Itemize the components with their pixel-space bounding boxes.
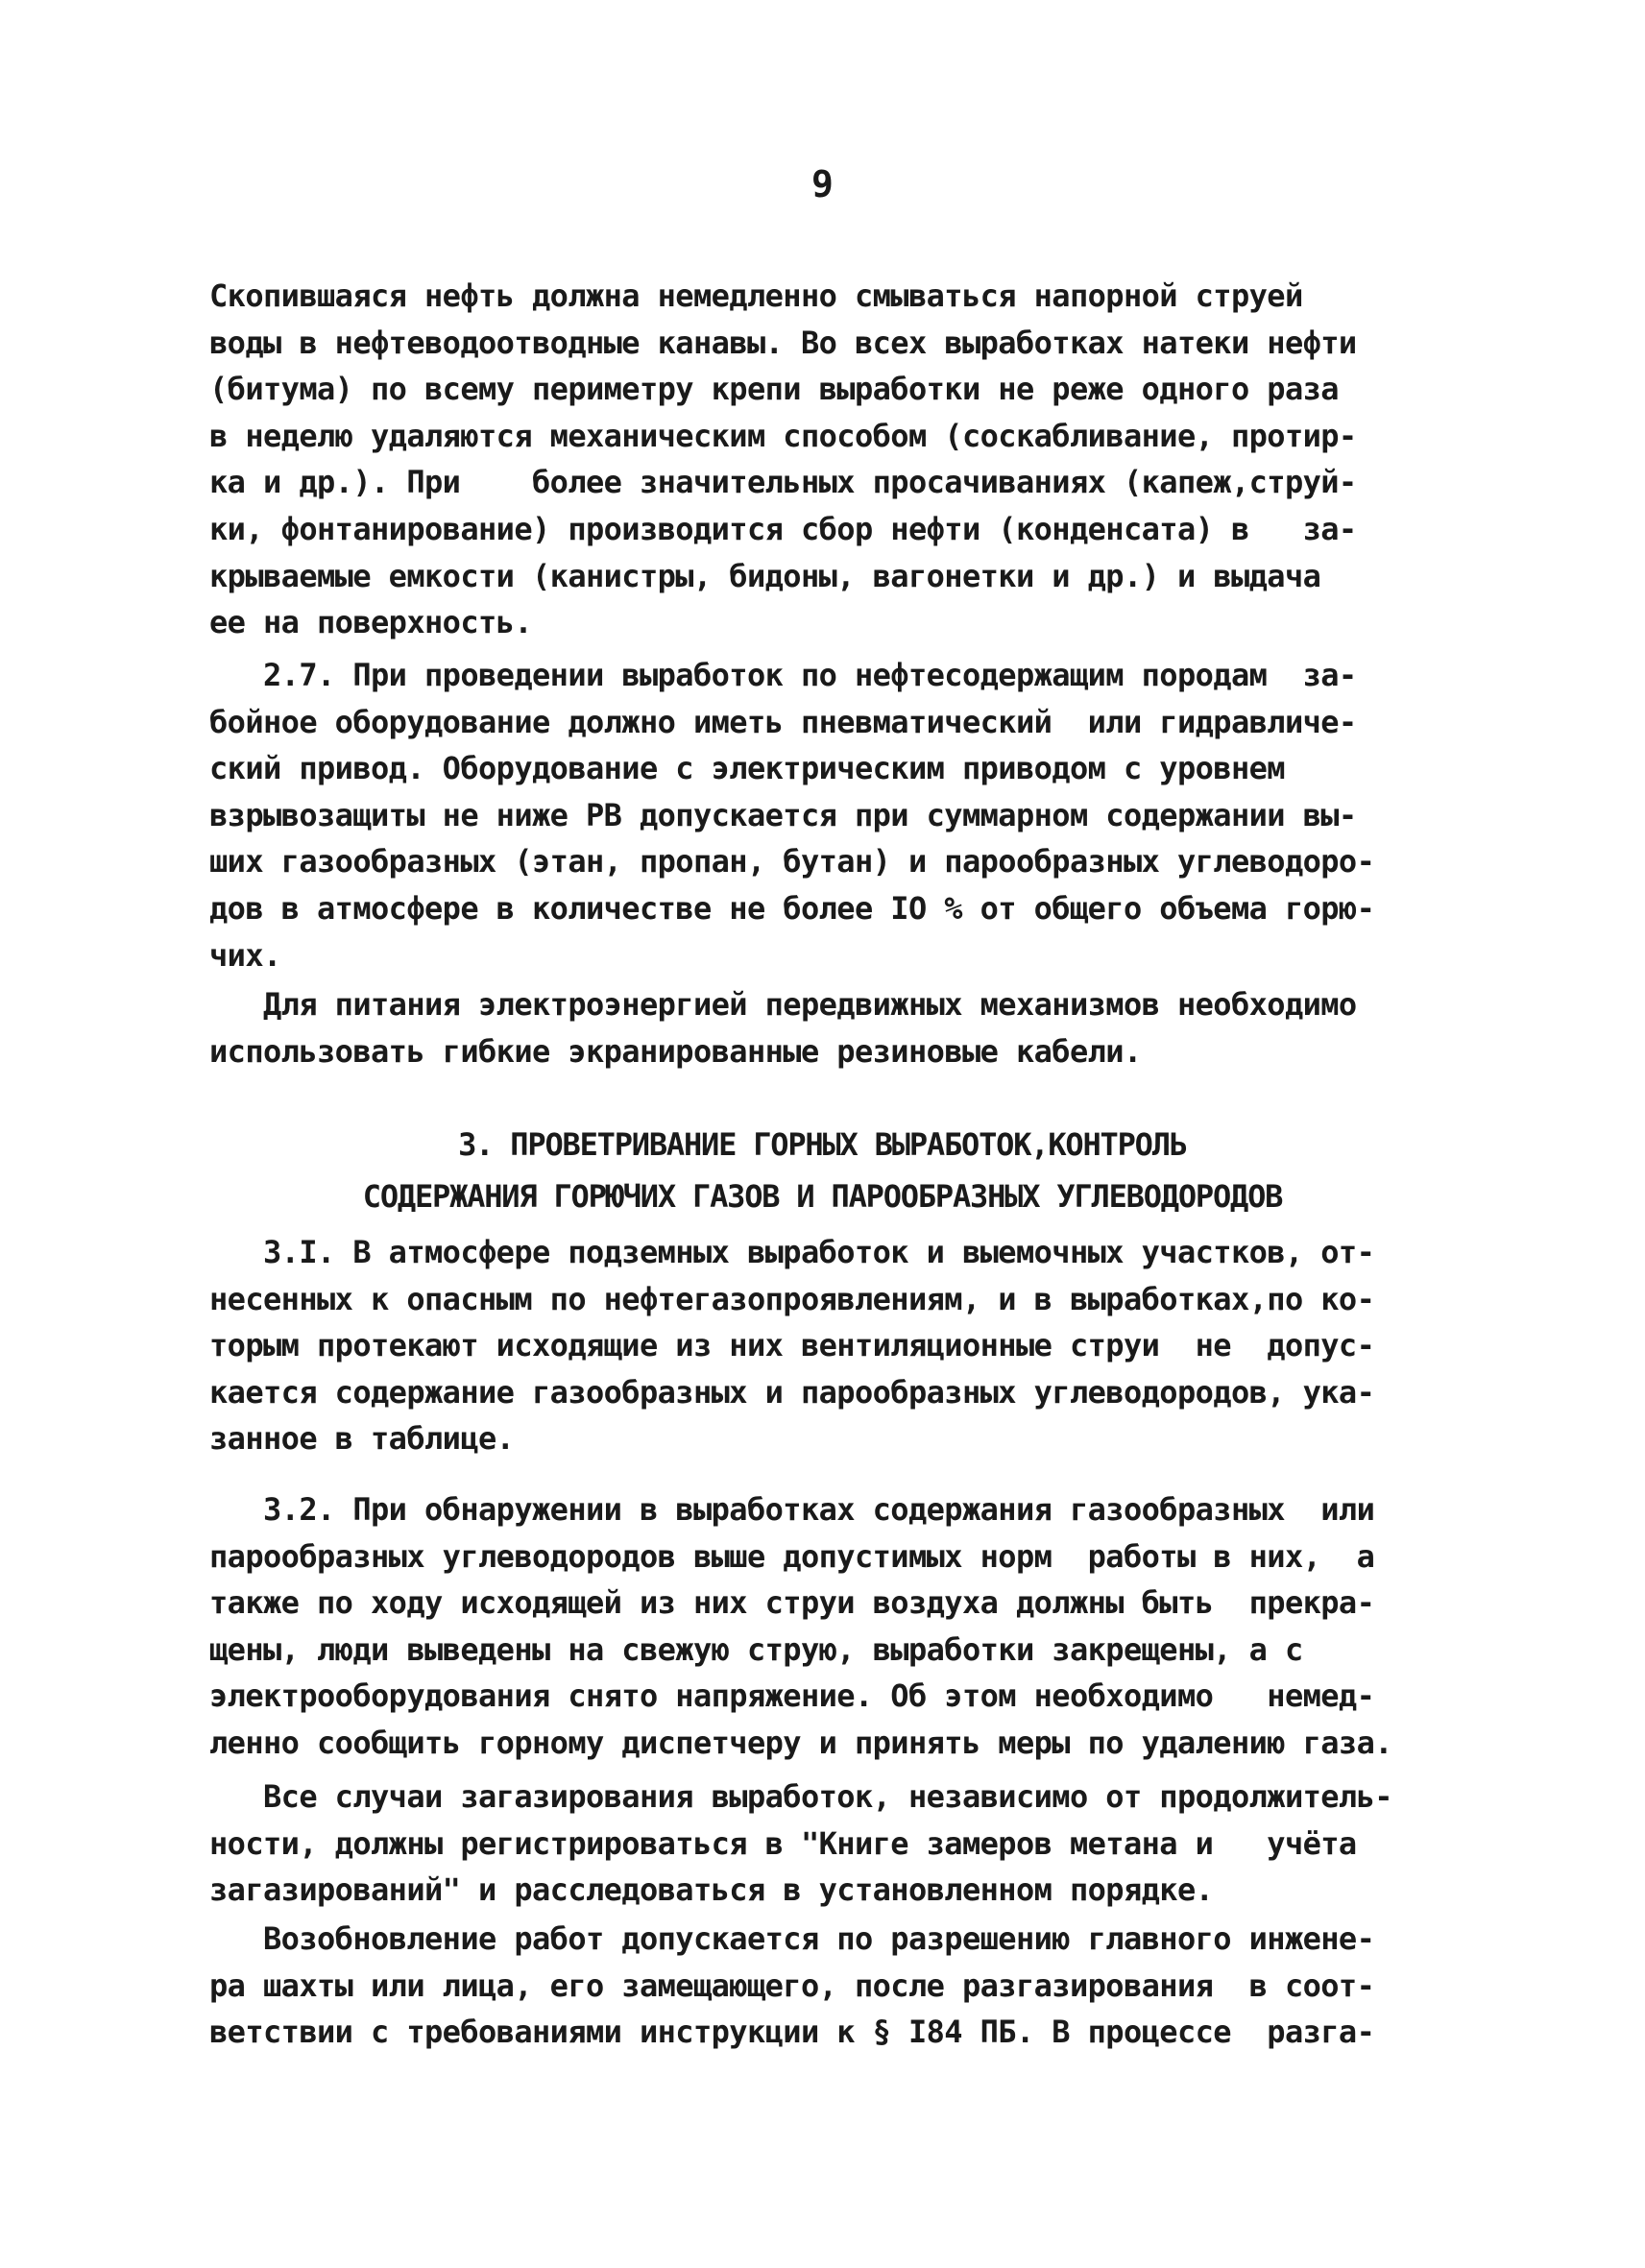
text-line: крываемые емкости (канистры, бидоны, вагонетки и др.) и выдача <box>209 557 1321 594</box>
text-line: 3.I. В атмосфере подземных выработок и выемочных участков, от- <box>209 1234 1375 1270</box>
paragraph-gas-registration <box>209 1773 1458 1914</box>
text-line: воды в нефтеводоотводные канавы. Во всех выработках натеки нефти <box>209 324 1357 361</box>
paragraph-2-7 <box>209 652 1458 978</box>
paragraph-3-2 <box>209 1486 1458 1767</box>
text-line: бойное оборудование должно иметь пневматический или гидравличе- <box>209 703 1357 740</box>
text-line: 3.2. При обнаружении в выработках содержания газообразных или <box>209 1491 1375 1528</box>
paragraph-power-cables <box>209 981 1458 1074</box>
text-line: кается содержание газообразных и парообразных углеводородов, ука- <box>209 1373 1375 1411</box>
text-line: загазирований" и расследоваться в установленном порядке. <box>209 1871 1214 1909</box>
text-line: использовать гибкие экранированные резиновые кабели. <box>209 1032 1142 1070</box>
text-line: электрооборудования снято напряжение. Об этом необходимо немед- <box>209 1677 1375 1715</box>
text-line: Все случаи загазирования выработок, независимо от продолжитель- <box>209 1778 1392 1815</box>
heading-line: СОДЕРЖАНИЯ ГОРЮЧИХ ГАЗОВ И ПАРООБРАЗНЫХ УГЛЕВОДОРОДОВ <box>362 1178 1283 1215</box>
text-line: торым протекают исходящие из них вентиляционные струи не допус- <box>209 1327 1375 1364</box>
text-line: (битума) по всему периметру крепи выработки не реже одного раза <box>209 371 1339 408</box>
text-line: ее на поверхность. <box>209 604 532 641</box>
text-line: дов в атмосфере в количестве не более IO % от общего объема горю- <box>209 889 1375 927</box>
text-line: также по ходу исходящей из них струи воздуха должны быть прекра- <box>209 1584 1375 1622</box>
text-line: парообразных углеводородов выше допустимых норм работы в них, а <box>209 1537 1375 1575</box>
text-line: ра шахты или лица, его замещающего, после разгазирования в соот- <box>209 1966 1375 2004</box>
text-line: несенных к опасным по нефтегазопроявлениям, и в выработках,по ко- <box>209 1280 1375 1317</box>
paragraph-oil-removal <box>209 273 1458 646</box>
text-line: Для питания электроэнергией передвижных механизмов необходимо <box>209 986 1357 1023</box>
text-line: Возобновление работ допускается по разрешению главного инжене- <box>209 1920 1375 1957</box>
text-line: взрывозащиты не ниже РВ допускается при суммарном содержании вы- <box>209 796 1357 833</box>
page-number: 9 <box>811 163 834 205</box>
text-line: ленно сообщить горному диспетчеру и принять меры по удалению газа. <box>209 1724 1392 1761</box>
text-line: ка и др.). При более значительных просачиваниях (капеж,струй- <box>209 464 1357 501</box>
text-line: чих. <box>209 936 281 974</box>
text-line: 2.7. При проведении выработок по нефтесодержащим породам за- <box>209 657 1357 693</box>
paragraph-3-1 <box>209 1229 1458 1462</box>
text-line: ших газообразных (этан, пропан, бутан) и парообразных углеводоро- <box>209 843 1375 881</box>
text-line: занное в таблице. <box>209 1420 515 1458</box>
text-line: ский привод. Оборудование с электрическим приводом с уровнем <box>209 750 1285 787</box>
heading-line: 3. ПРОВЕТРИВАНИЕ ГОРНЫХ ВЫРАБОТОК,КОНТРОЛЬ <box>458 1126 1187 1163</box>
section-3-heading <box>0 1119 1645 1222</box>
text-line: ветствии с требованиями инструкции к § I84 ПБ. В процессе разга- <box>209 2014 1375 2051</box>
text-line: щены, люди выведены на свежую струю, выработки закрещены, а с <box>209 1630 1303 1668</box>
text-line: в неделю удаляются механическим способом (соскабливание, протир- <box>209 417 1357 454</box>
text-line: Скопившаяся нефть должна немедленно смываться напорной струей <box>209 277 1303 314</box>
paragraph-work-resumption <box>209 1916 1458 2056</box>
text-line: ки, фонтанирование) производится сбор нефти (конденсата) в за- <box>209 510 1357 547</box>
text-line: ности, должны регистрироваться в "Книге замеров метана и учёта <box>209 1824 1357 1862</box>
